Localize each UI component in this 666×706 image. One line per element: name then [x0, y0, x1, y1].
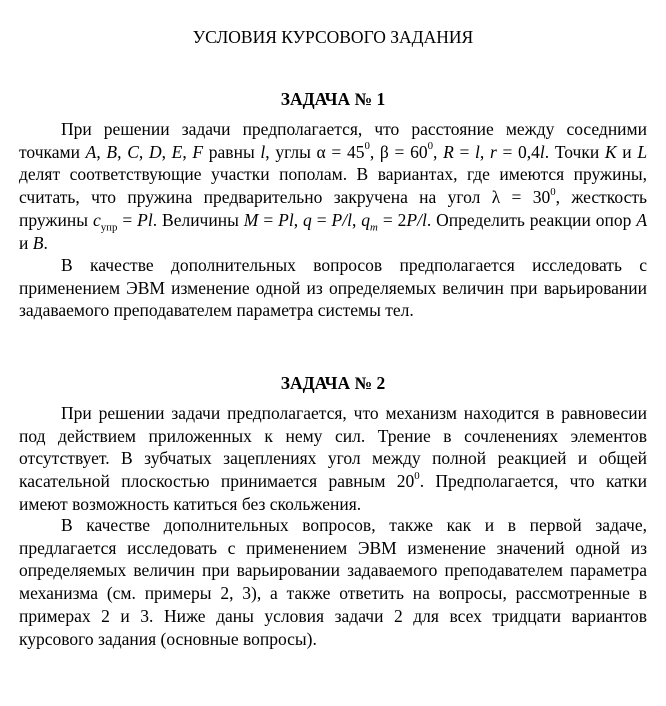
task2-paragraph-1: При решении задачи предполагается, что механизм находится в равновесии под действием приложенных к нему сил. Трение в сочленениях элементов отсутствует. В зубчатых зацеплениях угол между полной реакцией и общей касательной плоскостью принимается равным $20^0$. Предполагается, что катки имеют возможность катиться без скольжения. — [19, 403, 648, 514]
task1-paragraph-1: При решении задачи предполагается, что расстояние между соседними точками A, B, C, D, E, F равны l, углы $\alpha = 45^0$, $\beta = 60^0$, R = l, r = 0,4l. Точки K и L делят соответствующие участки пополам. В вариантах, где имеются пружины, считать, что пружина предварительно закручена на угол $\lambda = 30^0$, жесткость пружины $c_{упр} = Pl$. Величины M = Pl, q = P/l, $q_m = 2P/l$. Определить реакции опор A и B. — [19, 119, 648, 253]
task2-title: ЗАДАЧА № 2 — [280, 373, 386, 393]
task2-paragraph-2: В качестве дополнительных вопросов, также как и в первой задаче, предлагается исследовать с применением ЭВМ изменение значений одной из определяемых величин при варьировании задаваемого преподавателем параметра механизма (см. примеры 2, 3), а также ответить на вопросы, рассмотренные в примерах 2 и 3. Ниже даны условия задачи 2 для всех тридцати вариантов курсового задания (основные вопросы). — [19, 515, 647, 649]
task1-title: ЗАДАЧА № 1 — [280, 89, 386, 109]
task1-paragraph-2: В качестве дополнительных вопросов предполагается исследовать с применением ЭВМ изменение одной из определяемых величин при варьировании задаваемого преподавателем параметра системы тел. — [19, 255, 647, 321]
page-heading: УСЛОВИЯ КУРСОВОГО ЗАДАНИЯ — [192, 27, 474, 47]
